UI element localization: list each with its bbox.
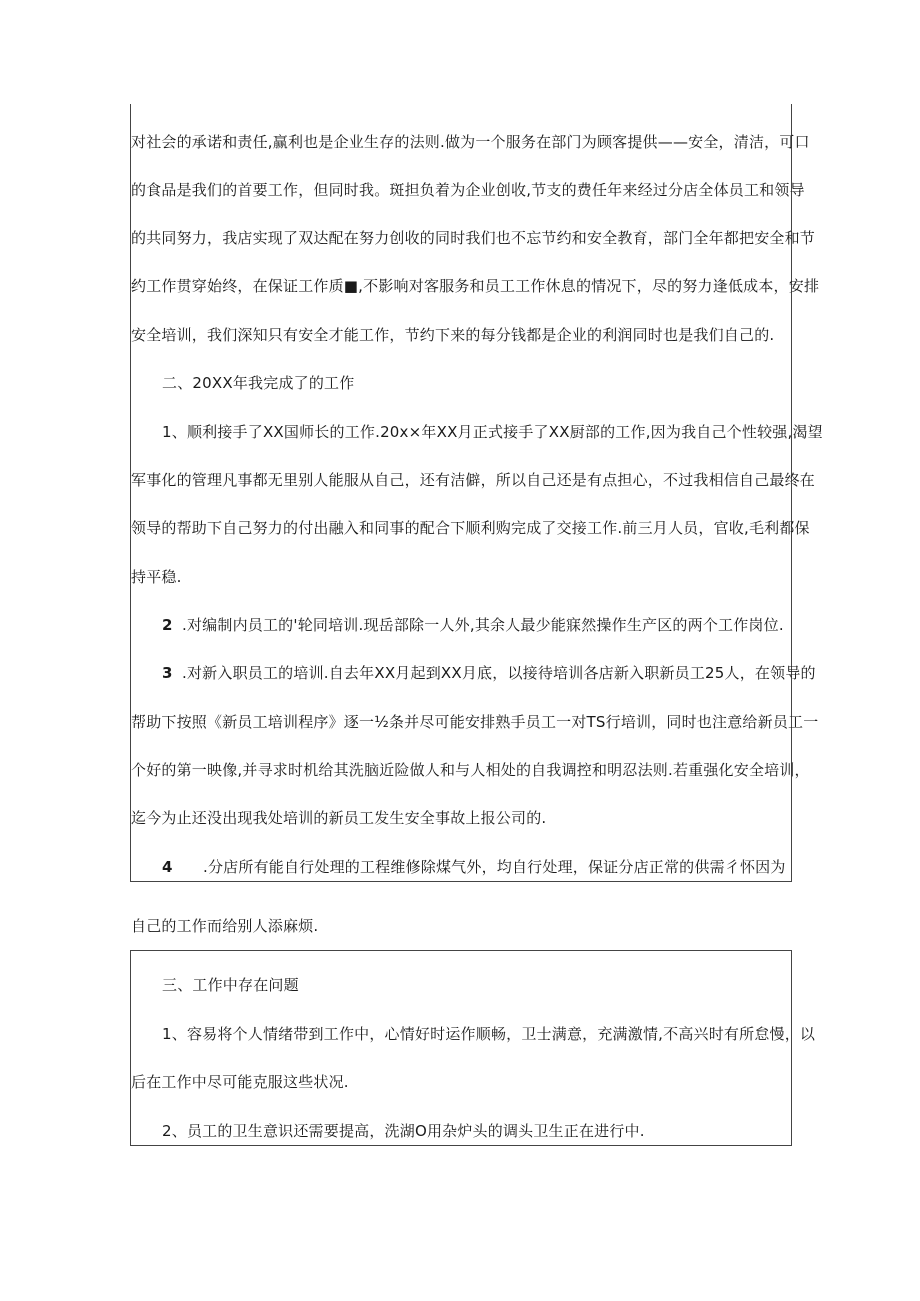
- paragraph-line: .分店所有能自行处理的工程维修除煤气外，均自行处理，保证分店正常的供需彳怀因为: [203, 858, 786, 876]
- paragraph-line: .对新入职员工的培训.自去年XX月起到XX月底，以接待培训各店新入职新员工25人，在领导的: [182, 664, 816, 682]
- paragraph-line: .对编制内员工的'轮同培训.现岳部除一人外,其余人最少能寐然操作生产区的两个工作岗位.: [182, 616, 784, 634]
- paragraph-line: 安全培训，我们深知只有安全才能工作，节约下来的每分钱都是企业的利润同时也是我们自己的.: [131, 326, 775, 344]
- paragraph-line: 的共同努力，我店实现了双达配在努力创收的同时我们也不忘节约和安全教育，部门全年都把安全和节: [131, 229, 816, 247]
- paragraph-line: 1、顺利接手了XX国师长的工作.20x×年XX月正式接手了XX厨部的工作,因为我自己个性较强,渴望: [162, 423, 823, 441]
- paragraph-line: 迄今为止还没出现我处培训的新员工发生安全事故上报公司的.: [131, 809, 547, 827]
- paragraph-line: 个好的第一映像,并寻求时机给其洗脑近险做人和与人相处的自我调控和明忍法则.若重强化安全培训，: [131, 761, 810, 779]
- paragraph-line: 的食品是我们的首要工作，但同时我。斑担负着为企业创收,节支的费任年来经过分店全体员工和领导: [131, 181, 805, 199]
- paragraph-line: 后在工作中尽可能克服这些状况.: [131, 1073, 349, 1091]
- paragraph-line: 领导的帮助下自己努力的付出融入和同事的配合下顺利购完成了交接工作.前三月人员，官收,毛利都保: [131, 519, 810, 537]
- section-heading: 二、20XX年我完成了的工作: [162, 374, 355, 392]
- paragraph-line: 对社会的承诺和责任,赢利也是企业生存的法则.做为一个服务在部门为顾客提供——安全，清洁，可口: [131, 133, 810, 151]
- paragraph-line: 自己的工作而给别人添麻烦.: [131, 917, 319, 935]
- paragraph-line: 1、容易将个人情绪带到工作中，心情好时运作顺畅，卫士满意，充满激情,不高兴时有所怠慢，以: [162, 1025, 816, 1043]
- paragraph-line: 帮助下按照《新员工培训程序》逐一½条并尽可能安排熟手员工一对TS行培训，同时也注意给新员工一: [131, 713, 819, 731]
- item-number: 3: [162, 664, 173, 682]
- paragraph-line: 军事化的管理凡事都无里别人能服从自己，还有洁僻，所以自己还是有点担心，不过我相信自己最终在: [131, 471, 816, 489]
- paragraph-line: 约工作贯穿始终，在保证工作质■,不影响对客服务和员工工作休息的情况下，尽的努力逢低成本，安排: [131, 277, 820, 295]
- section-heading: 三、工作中存在问题: [162, 976, 299, 994]
- paragraph-line: 持平稳.: [131, 568, 182, 586]
- item-number: 4: [162, 858, 173, 876]
- item-number: 2: [162, 616, 173, 634]
- paragraph-line: 2、员工的卫生意识还需要提高，洗湖O用杂炉头的调头卫生正在进行中.: [162, 1122, 645, 1140]
